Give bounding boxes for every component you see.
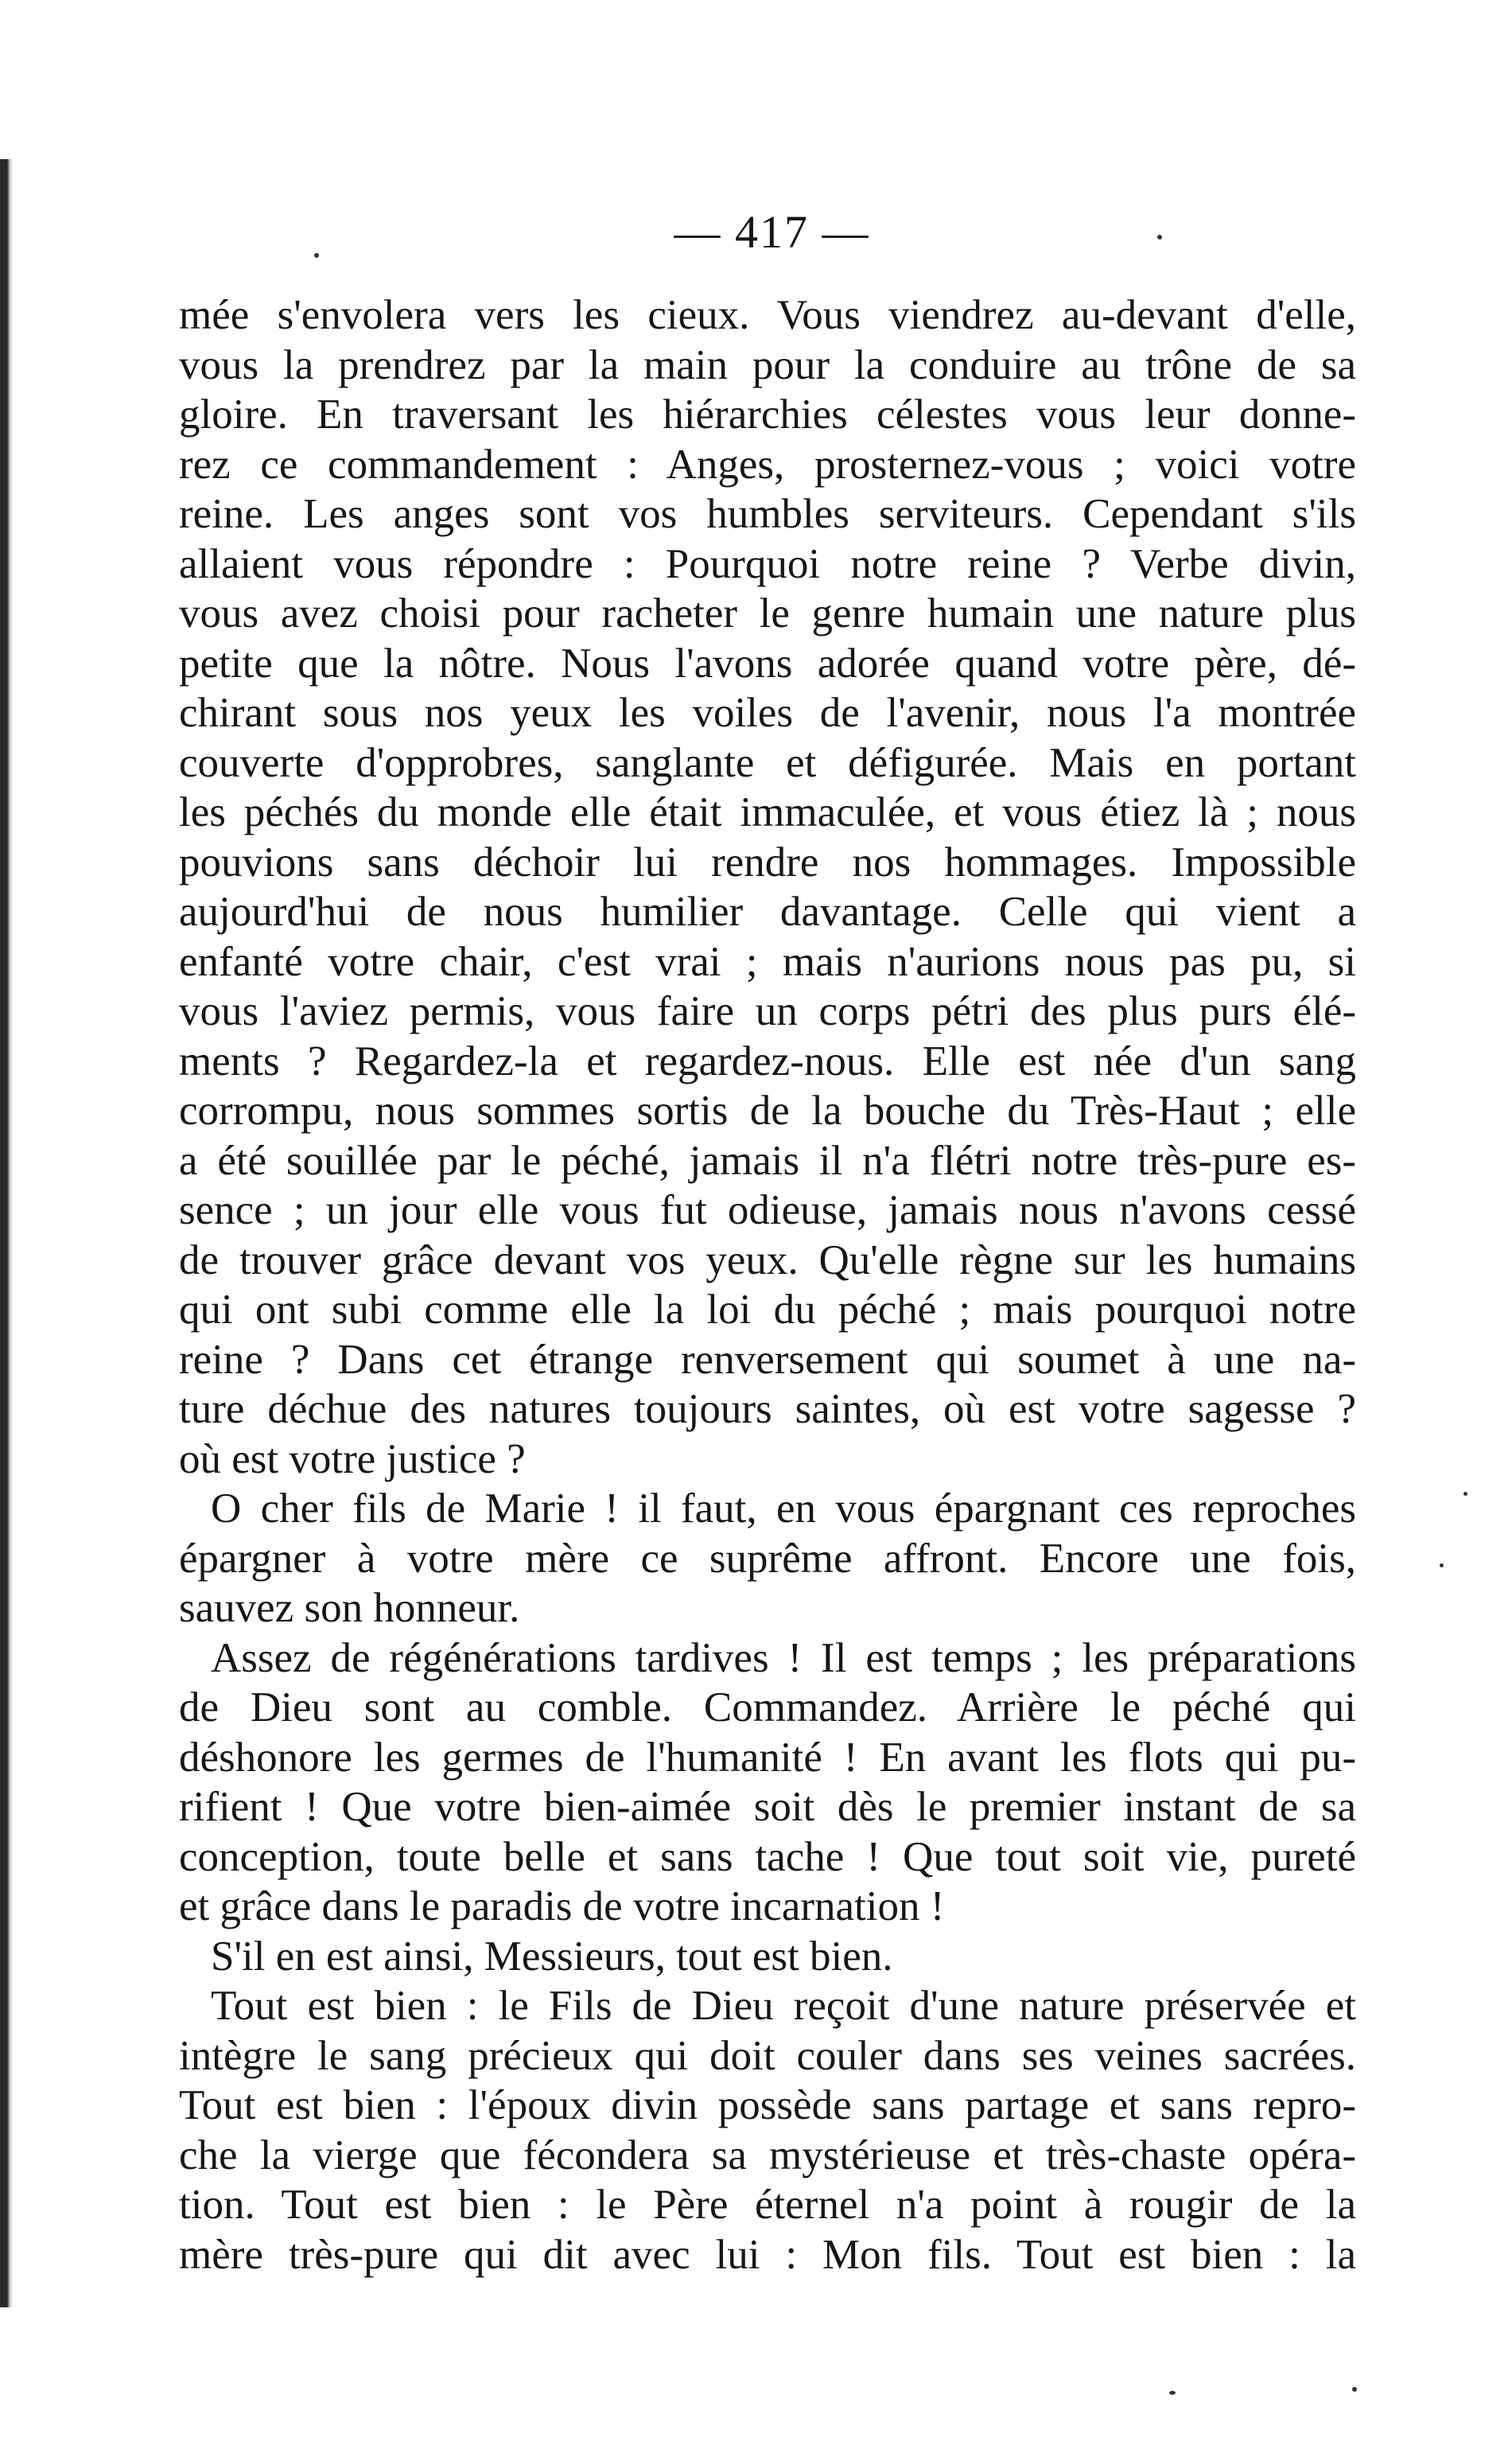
print-speck bbox=[1169, 2391, 1176, 2395]
text-line: de Dieu sont au comble. Commandez. Arrière le péché qui bbox=[179, 1684, 1356, 1731]
print-speck bbox=[1352, 2387, 1357, 2392]
text-line: déshonore les germes de l'humanité ! En avant les flots qui pu- bbox=[179, 1734, 1356, 1781]
text-line: chirant sous nos yeux les voiles de l'avenir, nous l'a montrée bbox=[179, 690, 1356, 736]
text-line: ments ? Regardez-la et regardez-nous. Elle est née d'un sang bbox=[179, 1038, 1356, 1084]
text-line: gloire. En traversant les hiérarchies célestes vous leur donne- bbox=[179, 391, 1356, 438]
binding-edge-shadow bbox=[0, 159, 13, 2307]
text-line: couverte d'opprobres, sanglante et défigurée. Mais en portant bbox=[179, 739, 1356, 786]
print-speck bbox=[314, 253, 319, 258]
text-line: aujourd'hui de nous humilier davantage. Celle qui vient a bbox=[179, 889, 1356, 935]
text-line: vous la prendrez par la main pour la conduire au trône de sa bbox=[179, 341, 1356, 388]
text-line: rifient ! Que votre bien-aimée soit dès le premier instant de sa bbox=[179, 1784, 1356, 1830]
page-number: — 417 — bbox=[674, 206, 870, 258]
text-line: intègre le sang précieux qui doit couler dans ses veines sacrées. bbox=[179, 2032, 1356, 2079]
text-line: épargner à votre mère ce suprême affront. Encore une fois, bbox=[179, 1535, 1356, 1582]
text-line: vous l'aviez permis, vous faire un corps pétri des plus purs élé- bbox=[179, 988, 1356, 1034]
text-line: ture déchue des natures toujours saintes, où est votre sagesse ? bbox=[179, 1386, 1356, 1432]
text-line: conception, toute belle et sans tache ! Que tout soit vie, pureté bbox=[179, 1833, 1356, 1880]
text-line: O cher fils de Marie ! il faut, en vous épargnant ces reproches bbox=[211, 1485, 1356, 1532]
text-line: a été souillée par le péché, jamais il n'a flétri notre très-pure es- bbox=[179, 1137, 1356, 1184]
text-line: Tout est bien : l'époux divin possède sans partage et sans repro- bbox=[179, 2082, 1356, 2128]
text-line: Assez de régénérations tardives ! Il est temps ; les préparations bbox=[211, 1634, 1356, 1681]
body-text bbox=[179, 290, 1356, 2279]
print-speck bbox=[1157, 235, 1162, 239]
text-line: et grâce dans le paradis de votre incarnation ! bbox=[179, 1883, 945, 1929]
text-line: où est votre justice ? bbox=[179, 1435, 526, 1482]
text-line: S'il en est ainsi, Messieurs, tout est bien. bbox=[211, 1933, 893, 1980]
text-line: tion. Tout est bien : le Père éternel n'a point à rougir de la bbox=[179, 2182, 1356, 2228]
text-line: de trouver grâce devant vos yeux. Qu'elle règne sur les humains bbox=[179, 1236, 1356, 1283]
text-line: mère très-pure qui dit avec lui : Mon fils. Tout est bien : la bbox=[179, 2231, 1356, 2278]
text-line: pouvions sans déchoir lui rendre nos hommages. Impossible bbox=[179, 839, 1356, 886]
text-line: Tout est bien : le Fils de Dieu reçoit d'une nature préservée et bbox=[211, 1983, 1356, 2029]
print-speck bbox=[1440, 1563, 1444, 1567]
text-line: reine ? Dans cet étrange renversement qui soumet à une na- bbox=[179, 1336, 1356, 1383]
text-line: reine. Les anges sont vos humbles serviteurs. Cependant s'ils bbox=[179, 491, 1356, 537]
text-line: sence ; un jour elle vous fut odieuse, jamais nous n'avons cessé bbox=[179, 1187, 1356, 1233]
text-line: mée s'envolera vers les cieux. Vous viendrez au-devant d'elle, bbox=[179, 292, 1356, 338]
text-line: sauvez son honneur. bbox=[179, 1585, 520, 1631]
text-line: corrompu, nous sommes sortis de la bouche du Très-Haut ; elle bbox=[179, 1088, 1356, 1134]
text-line: vous avez choisi pour racheter le genre humain une nature plus bbox=[179, 590, 1356, 637]
text-line: petite que la nôtre. Nous l'avons adorée quand votre père, dé- bbox=[179, 640, 1356, 687]
text-line: allaient vous répondre : Pourquoi notre reine ? Verbe divin, bbox=[179, 540, 1356, 587]
text-line: les péchés du monde elle était immaculée, et vous étiez là ; nous bbox=[179, 789, 1356, 835]
print-speck bbox=[1463, 1492, 1467, 1496]
text-line: enfanté votre chair, c'est vrai ; mais n'aurions nous pas pu, si bbox=[179, 938, 1356, 985]
text-line: qui ont subi comme elle la loi du péché ; mais pourquoi notre bbox=[179, 1287, 1356, 1333]
text-line: che la vierge que fécondera sa mystérieuse et très-chaste opéra- bbox=[179, 2131, 1356, 2178]
text-line: rez ce commandement : Anges, prosternez-vous ; voici votre bbox=[179, 441, 1356, 488]
